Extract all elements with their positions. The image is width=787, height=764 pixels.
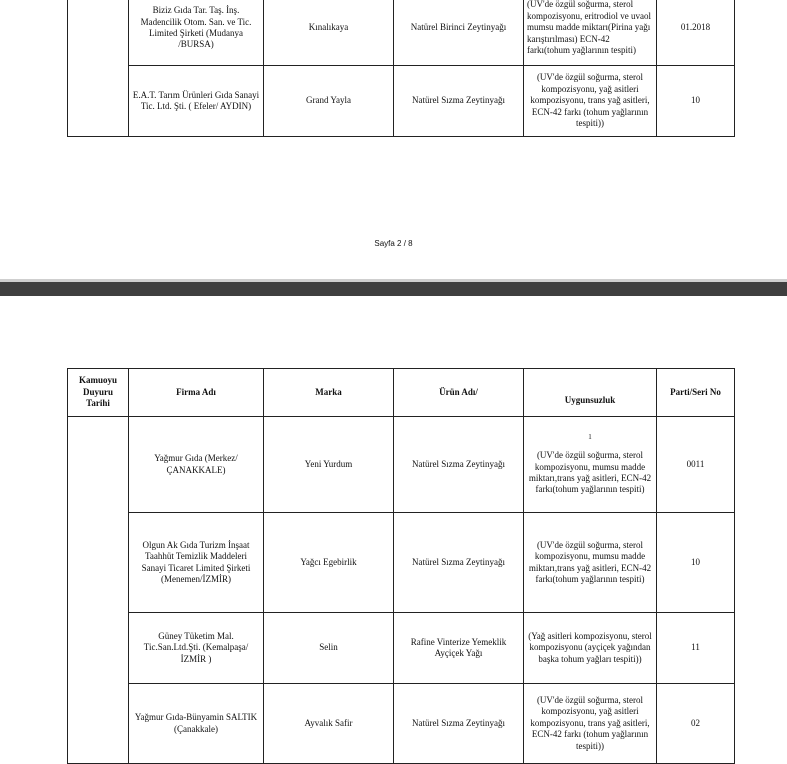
nonconformity-cell bbox=[524, 417, 657, 513]
product-cell: Natürel Birinci Zeytinyağı bbox=[394, 0, 524, 66]
nonconformity-cell: (UV'de özgül soğurma, sterol kompozisyonu, eritrodiol ve uvaol mumsu madde miktarı(Pirina yağı karıştırılması) ECN-42 farkı(tohum yağlarının tespiti) bbox=[524, 0, 657, 66]
table-row bbox=[68, 417, 735, 513]
nonconformity-cell: (UV'de özgül soğurma, sterol kompozisyonu, yağ asitleri kompozisyonu, trans yağ asitleri, ECN-42 farkı (tohum yağlarının tespiti)) bbox=[524, 66, 657, 137]
lot-number-cell: 10 bbox=[657, 66, 735, 137]
nonconformity-text: (UV'de özgül soğurma, sterol kompozisyonu, mumsu madde miktarı,trans yağ asitleri, ECN-42 farkı(tohum yağlarının tespiti) bbox=[528, 450, 652, 495]
announcement-date-cell bbox=[68, 0, 129, 137]
product-cell: Natürel Sızma Zeytinyağı bbox=[394, 417, 524, 513]
firm-name-cell: Olgun Ak Gıda Turizm İnşaat Taahhüt Temizlik Maddeleri Sanayi Ticaret Limited Şirketi (Menemen/İZMİR) bbox=[129, 513, 264, 613]
header-announcement-date: Kamuoyu Duyuru Tarihi bbox=[68, 369, 129, 417]
results-table-page-2 bbox=[67, 368, 735, 764]
lot-number-cell: 11 bbox=[657, 613, 735, 684]
product-cell: Natürel Sızma Zeytinyağı bbox=[394, 684, 524, 764]
page-separator bbox=[0, 282, 787, 296]
nonconformity-cell: (Yağ asitleri kompozisyonu, sterol kompozisyonu (ayçiçek yağından başka tohum yağları tespiti)) bbox=[524, 613, 657, 684]
firm-name-cell: Güney Tüketim Mal. Tic.San.Ltd.Şti. (Kemalpaşa/İZMİR ) bbox=[129, 613, 264, 684]
page-number: Sayfa 2 / 8 bbox=[374, 239, 413, 248]
table-row bbox=[68, 613, 735, 684]
header-firm-name: Firma Adı bbox=[129, 369, 264, 417]
product-cell: Rafine Vinterize Yemeklik Ayçiçek Yağı bbox=[394, 613, 524, 684]
lot-number-cell: 0011 bbox=[657, 417, 735, 513]
header-product-name: Ürün Adı/ bbox=[394, 369, 524, 417]
table-row bbox=[68, 684, 735, 764]
firm-name-cell: Yağmur Gıda-Bünyamin SALTIK (Çanakkale) bbox=[129, 684, 264, 764]
table-row bbox=[68, 513, 735, 613]
header-lot-number: Parti/Seri No bbox=[657, 369, 735, 417]
table-row bbox=[68, 0, 735, 66]
firm-name-cell: Biziz Gıda Tar. Taş. İnş. Madencilik Otom. San. ve Tic. Limited Şirketi (Mudanya /BURSA) bbox=[129, 0, 264, 66]
brand-cell: Ayvalık Safir bbox=[264, 684, 394, 764]
lot-number-cell: 01.2018 bbox=[657, 0, 735, 66]
brand-cell: Yeni Yurdum bbox=[264, 417, 394, 513]
lot-number-cell: 02 bbox=[657, 684, 735, 764]
lot-number-cell: 10 bbox=[657, 513, 735, 613]
nonconformity-cell: (UV'de özgül soğurma, sterol kompozisyonu, yağ asitleri kompozisyonu, trans yağ asitleri, ECN-42 farkı (tohum yağlarının tespiti)) bbox=[524, 684, 657, 764]
announcement-date-cell bbox=[68, 417, 129, 764]
product-cell: Natürel Sızma Zeytinyağı bbox=[394, 66, 524, 137]
brand-cell: Selin bbox=[264, 613, 394, 684]
brand-cell: Kınalıkaya bbox=[264, 0, 394, 66]
table-row bbox=[68, 66, 735, 137]
table-header-row bbox=[68, 369, 735, 417]
product-cell: Natürel Sızma Zeytinyağı bbox=[394, 513, 524, 613]
brand-cell: Yağcı Egebirlik bbox=[264, 513, 394, 613]
footnote-marker: 1 bbox=[588, 433, 592, 442]
firm-name-cell: Yağmur Gıda (Merkez/ÇANAKKALE) bbox=[129, 417, 264, 513]
firm-name-cell: E.A.T. Tarım Ürünleri Gıda Sanayi Tic. Ltd. Şti. ( Efeler/ AYDIN) bbox=[129, 66, 264, 137]
header-nonconformity: Uygunsuzluk bbox=[524, 369, 657, 417]
brand-cell: Grand Yayla bbox=[264, 66, 394, 137]
header-brand: Marka bbox=[264, 369, 394, 417]
nonconformity-cell: (UV'de özgül soğurma, sterol kompozisyonu, mumsu madde miktarı,trans yağ asitleri, ECN-42 farkı(tohum yağlarının tespiti) bbox=[524, 513, 657, 613]
results-table-page-1 bbox=[67, 0, 735, 137]
